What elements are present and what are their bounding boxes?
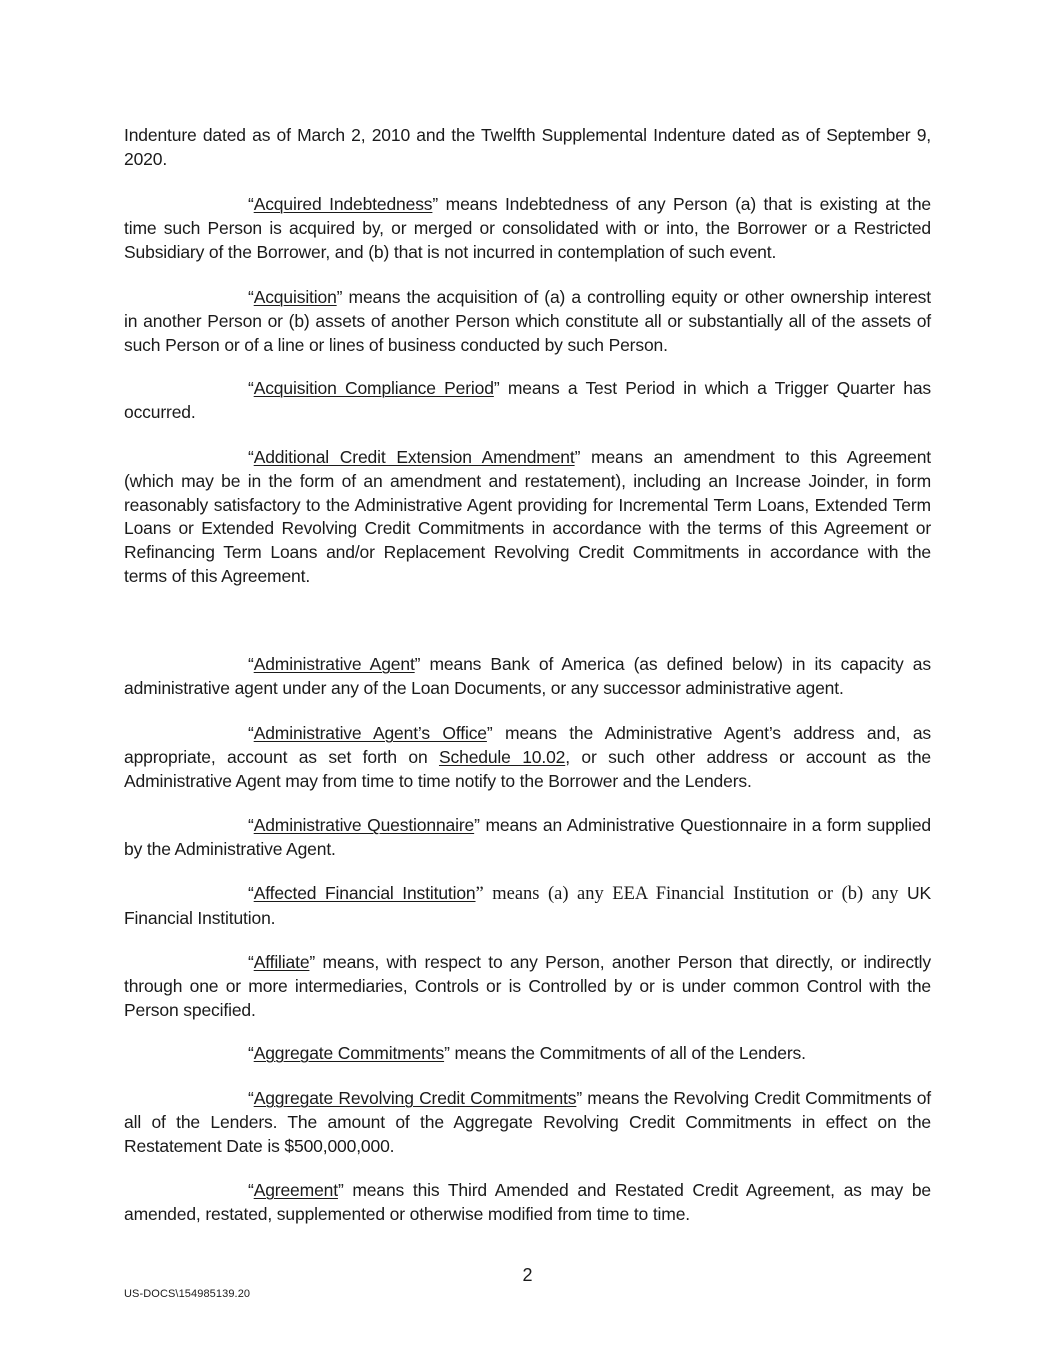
- quote-close: ”: [475, 884, 484, 904]
- definition-text-continued: UK Financial Institution.: [124, 883, 931, 928]
- definition-text-serif: means (a) any EEA Financial Institution or (b) any: [483, 884, 899, 904]
- quote-open: “: [248, 952, 254, 972]
- definition-text: means, with respect to any Person, another Person that directly, or indirectly through one or more intermediaries, Controls or is Controlled by or is under common Control with the Person specified.: [124, 952, 931, 1020]
- quote-open: “: [248, 447, 254, 467]
- quote-open: “: [248, 654, 254, 674]
- definition-agreement: [124, 1179, 931, 1227]
- definition-text: means Bank of America (as defined below) in its capacity as administrative agent under any of the Loan Documents, or any successor administrative agent.: [124, 654, 931, 698]
- defined-term: Administrative Agent: [253, 654, 415, 674]
- quote-close: ”: [486, 723, 493, 743]
- definition-administrative-agents-office: [124, 722, 931, 793]
- definition-additional-credit-extension-amendment: [124, 446, 931, 589]
- definition-text: means Indebtedness of any Person (a) that is existing at the time such Person is acquired by, or merged or consolidated with or into, the Borrower or a Restricted Subsidiary of the Borrower, and (b) that is not incurred in contemplation of such event.: [124, 194, 931, 262]
- quote-close: ”: [574, 447, 581, 467]
- quote-close: ”: [474, 815, 480, 835]
- quote-close: ”: [309, 952, 316, 972]
- quote-open: “: [248, 1043, 254, 1063]
- definition-text: means an Administrative Questionnaire in a form supplied by the Administrative Agent.: [124, 815, 931, 859]
- quote-close: ”: [493, 378, 500, 398]
- definition-affected-financial-institution: [124, 882, 931, 931]
- quote-open: “: [248, 194, 254, 214]
- quote-close: ”: [336, 287, 343, 307]
- definition-text-continued: , or such other address or account as the Administrative Agent may from time to time notify to the Borrower and the Lenders.: [124, 746, 932, 791]
- definition-text: means a Test Period in which a Trigger Quarter has occurred.: [124, 378, 931, 422]
- definition-text: means the Revolving Credit Commitments of all of the Lenders. The amount of the Aggregate Revolving Credit Commitments in effect on the Restatement Date is $500,000,000.: [124, 1088, 931, 1156]
- defined-term: Affected Financial Institution: [253, 883, 476, 903]
- defined-term: Affiliate: [253, 952, 310, 972]
- definition-acquired-indebtedness: [124, 193, 931, 264]
- quote-close: ”: [414, 654, 421, 674]
- defined-term: Administrative Questionnaire: [253, 815, 475, 835]
- defined-term: Agreement: [253, 1180, 338, 1200]
- quote-open: “: [248, 287, 254, 307]
- definition-administrative-agent: [124, 653, 931, 701]
- definition-aggregate-commitments: [124, 1042, 931, 1066]
- quote-close: ”: [444, 1043, 450, 1063]
- intro-text: Indenture dated as of March 2, 2010 and the Twelfth Supplemental Indenture dated as of September 9, 2020.: [124, 125, 931, 169]
- quote-close: ”: [337, 1180, 344, 1200]
- defined-term: Aggregate Commitments: [253, 1043, 445, 1063]
- definition-aggregate-revolving-credit-commitments: [124, 1087, 931, 1158]
- quote-open: “: [248, 378, 254, 398]
- definition-administrative-questionnaire: [124, 814, 931, 862]
- quote-open: “: [248, 883, 254, 903]
- definition-text: means the Commitments of all of the Lenders.: [449, 1043, 806, 1063]
- quote-open: “: [248, 815, 254, 835]
- quote-close: ”: [576, 1088, 583, 1108]
- defined-term: Acquired Indebtedness: [253, 194, 433, 214]
- quote-open: “: [248, 723, 254, 743]
- defined-term: Administrative Agent’s Office: [253, 723, 487, 743]
- definition-text: means the acquisition of (a) a controlling equity or other ownership interest in another Person or (b) assets of another Person which constitute all or substantially all of the assets of such Person or of a line or lines of business conducted by such Person.: [124, 287, 931, 355]
- defined-term: Acquisition: [253, 287, 337, 307]
- definition-acquisition-compliance-period: [124, 377, 931, 425]
- quote-open: “: [248, 1088, 254, 1108]
- definition-affiliate: [124, 951, 931, 1022]
- defined-term: Aggregate Revolving Credit Commitments: [253, 1088, 577, 1108]
- document-id: US-DOCS\154985139.20: [124, 1288, 251, 1300]
- page-number: 2: [522, 1265, 533, 1285]
- definition-text: means an amendment to this Agreement (which may be in the form of an amendment and restatement), including an Increase Joinder, in form reasonably satisfactory to the Administrative Agent providing for Incremental Term Loans, Extended Term Loans or Extended Revolving Credit Commitments in accordance with the terms of this Agreement or Refinancing Term Loans and/or Replacement Revolving Credit Commitments in accordance with the terms of this Agreement.: [124, 447, 931, 586]
- definition-text: means the Administrative Agent’s address and, as appropriate, account as set forth on: [124, 723, 932, 767]
- intro-paragraph: [124, 124, 931, 172]
- quote-close: ”: [432, 194, 439, 214]
- defined-term: Acquisition Compliance Period: [253, 378, 494, 398]
- definition-text: means this Third Amended and Restated Credit Agreement, as may be amended, restated, supplemented or otherwise modified from time to time.: [124, 1180, 931, 1224]
- definition-acquisition: [124, 286, 931, 357]
- quote-open: “: [248, 1180, 254, 1200]
- schedule-reference: Schedule 10.02: [438, 746, 566, 767]
- defined-term: Additional Credit Extension Amendment: [253, 447, 575, 467]
